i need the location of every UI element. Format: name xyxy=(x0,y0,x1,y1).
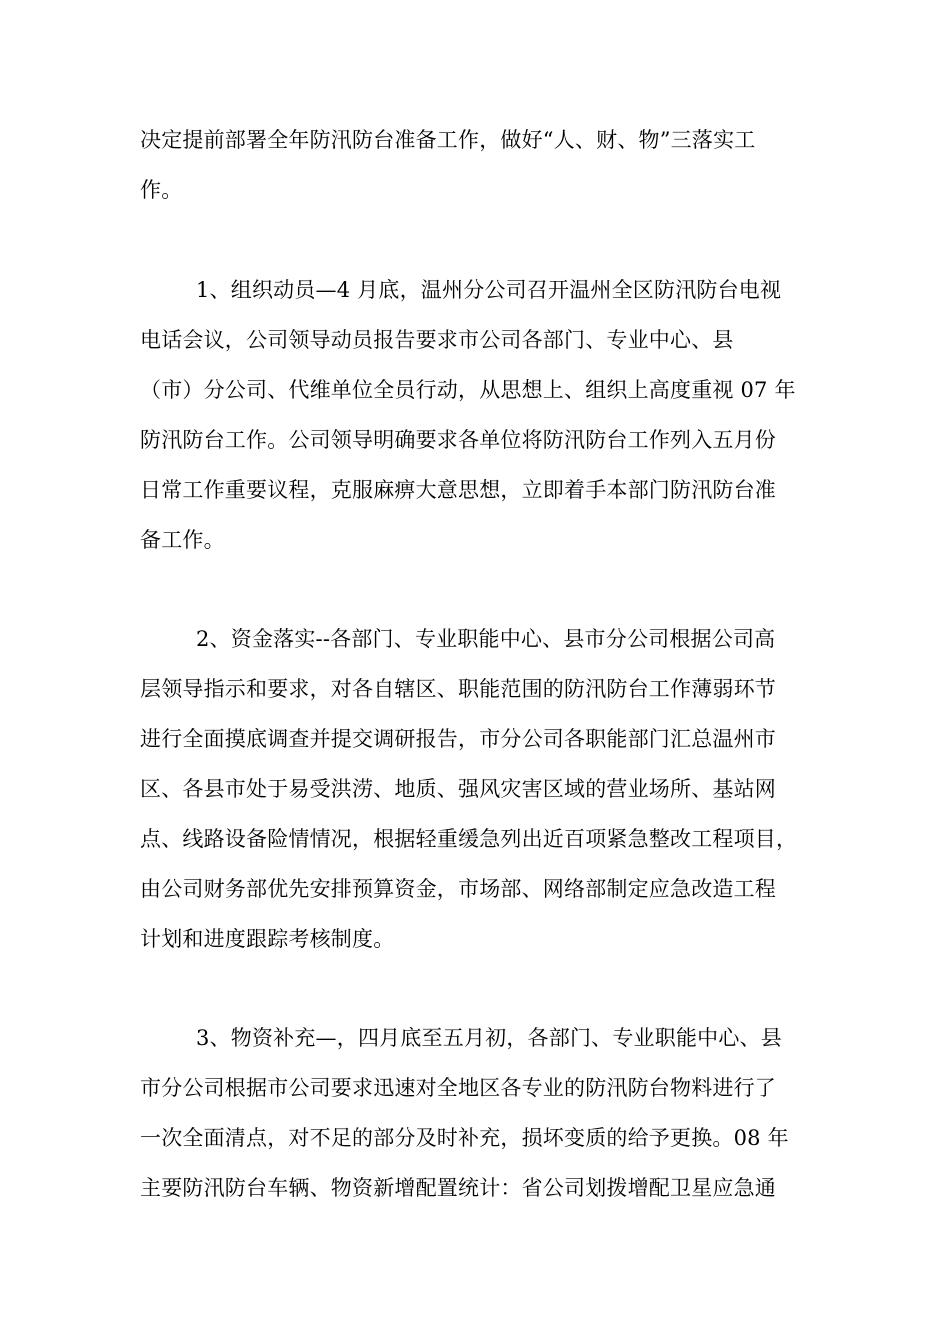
text-line: 备工作。 xyxy=(140,528,225,552)
text-line: 日常工作重要议程，克服麻痹大意思想，立即着手本部门防汛防台准 xyxy=(140,478,776,502)
text-line: 一次全面清点，对不足的部分及时补充，损坏变质的给予更换。08 年 xyxy=(140,1126,789,1150)
text-line: 防汛防台工作。公司领导明确要求各单位将防汛防台工作列入五月份 xyxy=(140,428,776,452)
text-line: 市分公司根据市公司要求迅速对全地区各专业的防汛防台物料进行了 xyxy=(140,1076,776,1100)
text-line: 层领导指示和要求，对各自辖区、职能范围的防汛防台工作薄弱环节 xyxy=(140,677,776,701)
text-line: 决定提前部署全年防汛防台准备工作，做好“人、财、物”三落实工 xyxy=(140,128,756,152)
text-line: 3、物资补充—，四月底至五月初，各部门、专业职能中心、县 xyxy=(196,1026,782,1050)
text-line: 作。 xyxy=(140,178,183,202)
text-line: 进行全面摸底调查并提交调研报告，市分公司各职能部门汇总温州市 xyxy=(140,727,776,751)
text-line: 2、资金落实--各部门、专业职能中心、县市分公司根据公司高 xyxy=(196,627,776,651)
text-line: （市）分公司、代维单位全员行动，从思想上、组织上高度重视 07 年 xyxy=(140,378,796,402)
text-line: 点、线路设备险情情况，根据轻重缓急列出近百项紧急整改工程项目， xyxy=(140,827,798,851)
text-line: 1、组织动员—4 月底，温州分公司召开温州全区防汛防台电视 xyxy=(196,278,782,302)
text-line: 主要防汛防台车辆、物资新增配置统计：省公司划拨增配卫星应急通 xyxy=(140,1176,776,1200)
text-line: 计划和进度跟踪考核制度。 xyxy=(140,927,395,951)
text-line: 由公司财务部优先安排预算资金，市场部、网络部制定应急改造工程 xyxy=(140,877,776,901)
text-line: 电话会议，公司领导动员报告要求市公司各部门、专业中心、县 xyxy=(140,328,734,352)
text-line: 区、各县市处于易受洪涝、地质、强风灾害区域的营业场所、基站网 xyxy=(140,777,776,801)
